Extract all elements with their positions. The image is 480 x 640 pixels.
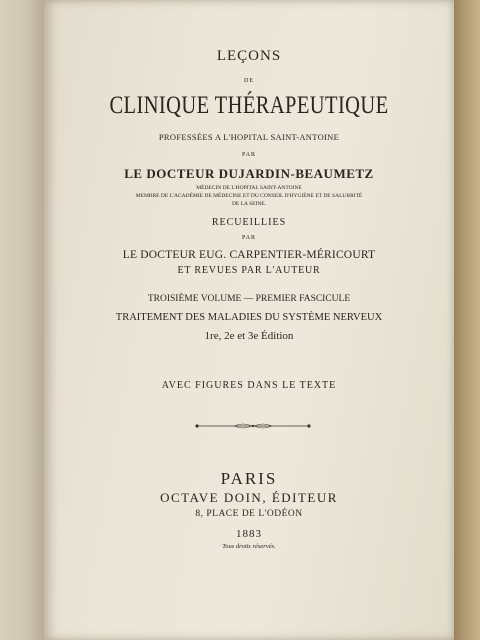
author-title-membre: MEMBRE DE L'ACADÉMIE DE MÉDECINE ET DU CONSEIL D'HYGIÈNE ET DE SALUBRITÉ: [135, 193, 363, 199]
author-title-seine: DE LA SEINE.: [231, 201, 267, 207]
imprint-rights: Tous droits réservés.: [222, 543, 276, 550]
professees-line: PROFESSÉES A L'HOPITAL SAINT-ANTOINE: [158, 132, 340, 142]
recueillies-line: RECUEILLIES: [211, 217, 287, 228]
imprint-publisher: OCTAVE DOIN, ÉDITEUR: [160, 490, 338, 505]
title-de: DE: [244, 78, 254, 84]
main-title: CLINIQUE THÉRAPEUTIQUE: [109, 92, 389, 119]
par-line-2: PAR: [241, 235, 257, 241]
title-page: [44, 0, 454, 640]
title-lecons: LEÇONS: [216, 48, 282, 64]
wooden-table-surface: [454, 0, 480, 640]
imprint-year: 1883: [236, 528, 262, 540]
traitement-line: TRAITEMENT DES MALADIES DU SYSTÈME NERVEUX: [115, 312, 383, 323]
collector-name: LE DOCTEUR EUG. CARPENTIER-MÉRICOURT: [122, 249, 376, 261]
ornamental-rule: [194, 421, 312, 431]
facing-page-edge: [0, 0, 44, 640]
imprint-address: 8, PLACE DE L'ODÉON: [195, 509, 303, 519]
revues-line: ET REVUES PAR L'AUTEUR: [177, 265, 321, 276]
edition-line: 1re, 2e et 3e Édition: [204, 330, 294, 342]
volume-line: TROISIÈME VOLUME — PREMIER FASCICULE: [147, 294, 351, 304]
author-title-medecin: MÉDECIN DE L'HOPITAL SAINT-ANTOINE: [196, 185, 302, 191]
author-name: LE DOCTEUR DUJARDIN-BEAUMETZ: [124, 166, 374, 181]
imprint-city: PARIS: [220, 469, 278, 488]
figures-line: AVEC FIGURES DANS LE TEXTE: [161, 380, 337, 391]
par-line-1: PAR: [241, 152, 257, 158]
